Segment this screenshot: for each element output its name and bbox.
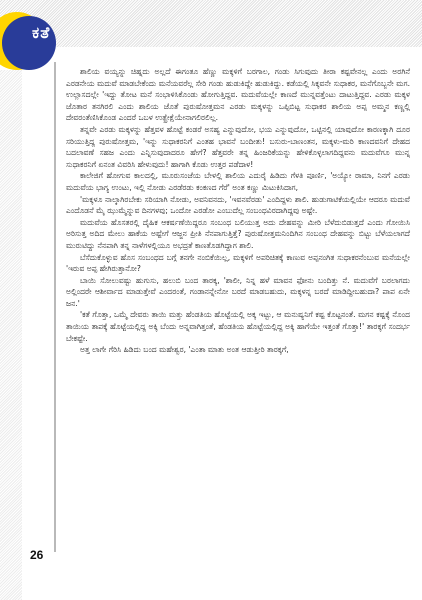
margin-rule (54, 62, 56, 552)
page-number: 26 (30, 548, 44, 562)
article-body (66, 66, 410, 356)
paragraph: ತನ್ನವೇ ಎರಡು ಮಕ್ಕಳನ್ನು ಹೆತ್ತವಳ ಹೊಟ್ಟೆ ಕಂಡರೆ ಅಸಹ್ಯ ಎನ್ನುವುದೋ, ಭಯ ಎನ್ನುವುದೋ, ಒಟ್ಟಿನಲ್ಲಿ ಯಾವುದೋ ಕಾರಣಕ್ಕಾಗಿ ದೂರ ಸರಿಯುತ್ತಿದ್ದ ಪುರುಷೋತ್ತಮ, 'ಇನ್ನು ಸುಧಾಕರನಿಗೆ ಎಂತಹ ಭಾವನೆ ಬಂದೀತು! ಬಸುರು-ಬಾಣಂತನ, ಮಕ್ಕಳು-ಮರಿ ಕಾಣದವನಿಗೆ ದೇಹದ ಬದಲಾವಣೆ ಸಹಜ ಎಂದು ಎನ್ನಿಸುವುದಾದರೂ ಹೇಗೆ? ಹೆತ್ತವರೇ ತನ್ನ ಹಿಂಜರಿಕೆಯನ್ನು ಹೇಳಿಕೊಳ್ಳಲಾಗದಿದ್ದವನು ಮದುವೆಗೂ ಮುನ್ನ ಸುಧಾಕರನಿಗೆ ಏನಂತ ವಿವರಿಸಿ ಹೇಳುವುದು! ಹಾಗಾಗಿ ಕೊಡು ಉತ್ತರ ಪಡೆದಾಳ! (66, 124, 410, 169)
section-label: ಕತೆ (32, 23, 51, 42)
paragraph: ಕಾಲೇಜಿಗೆ ಹೋಗುವ ಕಾಲದಲ್ಲಿ, ಮೂರುಸಂಜೆಯ ಬೇಳಲ್ಲಿ ಶಾಲಿಯ ಎದುರೈ ಹಿಡಿದು ಗೆಳತಿ ಪೂರ್ಣಿ, 'ಅಯ್ಯೋ ರಾಮಾ, ನಿನಗೆ ಎರಡು ಮದುವೆಯ ಭಾಗ್ಯ ಉಂಟು, ಇಲ್ಲಿ ನೋಡು ಎರಡೆರಡು ಕಂಕಣದ ಗೆರೆ' ಅಂತ ಕಣ್ಣು ಮಿಟುಕಿಸಿದಾಗ, (66, 171, 410, 192)
paragraph: 'ಕತೆ ಗೊತ್ತಾ, ಒಮ್ಮೆ ದೇವರು ತಾಯಿ ಮತ್ತು ಹೆಂಡತಿಯ ಹೊಟ್ಟೆಯಲ್ಲಿ ಅಕ್ಕ ಇಟ್ಟು, ಆ ಮನುಷ್ಯನಿಗೆ ಕಷ್ಟ ಕೊಟ್ಟನಂತೆ. ಮಗನ ಕಷ್ಟಕ್ಕೆ ನೊಂದ ತಾಯಿಯ ತಾಪಕ್ಕೆ ಹೊಟ್ಟೆಯಲ್ಲಿದ್ದ ಅಕ್ಕಿ ಬೆಂದು ಅನ್ನವಾಗಿತ್ತಂತೆ, ಹೆಂಡತಿಯ ಹೊಟ್ಟೆಯಲ್ಲಿದ್ದ ಅಕ್ಕಿ ಹಾಗೆಯೇ ಇತ್ತಂತೆ ಗೊತ್ತಾ!' ತಾರಕ್ಕಗೆ ಸಂದರ್ಭ ಬೇಕಷ್ಟೇ. (66, 310, 410, 343)
paragraph: ಮದುವೆಯ ಹೊಸತರಲ್ಲಿ ದೈಹಿಕ ಆಕರ್ಷಣೆಯಿದ್ದರೂ ಸಂಬಂಧ ಬಲಿಯುತ್ತ ಅದು ದೇಹವನ್ನು ಮೀರಿ ಬೆಳೆದುಬಿಡುತ್ತದೆ ಎಂದು ಗೋಯಿಸಿ ಅರಿಸುತ್ತ ಅದಿದ ಮೇಲು ಹಾಕೆಯ ಅಷ್ಟೇಗೆ ಆಜ್ಜನ ಪ್ರೀತಿ ನೆನಪಾಗುತ್ತಿತ್ತೆ? ಪುರುಷೋತ್ತಮನಿಂದಿಗಿನ ಸಂಬಂಧ ದೇಹವನ್ನು ಬಿಟ್ಟು ಬೆಳೆಯಲಾಗದೆ ಮುರುಟಿದ್ದು ನೆನಪಾಗಿ ತನ್ನ ನಾಳೆಗಳಲ್ಲಿಯೂ ಅಭದ್ರತೆ ಕಾಣತೊಡಗಿದ್ದಾಗ ಶಾಲಿ. (66, 217, 410, 250)
header-band (0, 0, 422, 47)
paragraph: ಬಾಯಿ ಸೋಲುವಷ್ಟು ಹುಗುಸು, ಹಲುಬಿ ಬಂದ ತಾರಕ್ಕ, 'ಶಾಲೀ, ನಿನ್ನ ಹಳೆ ಮಾವನ ಫೋನು ಬಂದಿತ್ತು ನೆ. ಮದುವೆಗೆ ಬರಲಾಗದು ಅಲ್ಲಿಂದರೇ ಆಶೀರ್ವಾದ ಮಾಡುತ್ತೇವೆ ಎಂದರಂತೆ, ಗಂಡಾನನ್ನೇನೋ ಬರದೆ ಮಾಡಬಹುದು, ಮಕ್ಕಳನ್ನ ಬರದೆ ಮಾಡಿದ್ದೀಬಹುದಾ? ಪಾಪ ಏನೇ ಜನ.' (66, 275, 410, 308)
paragraph: ಬೆಸೆದುಕೊಳ್ಳುವ ಹೊಸ ಸಂಬಂಧದ ಬಗ್ಗೆ ತನಗೇ ನಂಬಿಕೆಯಿಲ್ಲ, ಮಕ್ಕಳಿಗೆ ಅಪರಿಚಿತಕ್ಕೆ ಕಾಣುವ ಅಪ್ಪನಂಗಿತ ಸುಧಾಕರನೆಂಬುವ ಮನೆಯಲ್ಲೇ 'ಇರುವ ಅಪ್ಪ ಹೇಗಿರುತ್ತಾನೋ? (66, 252, 410, 274)
left-margin-band (0, 70, 22, 600)
paragraph: 'ಮಕ್ಕಳೂ ನಾಲ್ಕಾಗಿರಬೇಕು ಸರಿಯಾಗಿ ನೋಡು, ಅವನಿವನದು, 'ಇವನವೆರಡು' ಎಂದಿದ್ದಳು ಶಾಲಿ. ಹುಡುಗಾಟಿಕೆಯಲ್ಲಿಯೇ ಆದರೂ ಮದುವೆ ಎಂದೊಡನೆ ಮೈ ಝುಮ್ಮೆನ್ನುವ ದಿನಗಳವು; ಒಂದೋ ಎರಡೋ ಎಂಬುದೆಲ್ಲ ಸಂಬಂಧವಿರದಾಗಿದ್ದವು ಅಷ್ಟೇ. (66, 194, 410, 216)
paragraph: ಶಾಲಿಯ ವಯ್ಯನ್ನು ಚಿಹ್ನದು ಅಲ್ಲದೆ ಈಗಂತೂ ಹೆಣ್ಣು ಮಕ್ಕಳಿಗೆ ಬರಗಾಲ, ಗಂಡು ಸಿಗುವುದು ತೀರಾ ಕಷ್ಟವೇನಲ್ಲ ಎಂದು ಅರಗಿನೆ ಎರಡನೇಯ ಮದುವೆ ಮಾಡಬೇಕೆಂದು ಮನೆಯವರೆಲ್ಲ ಸೇರಿ ಗಂಡು ಹುಡುಕಿದ್ದೇ ಹುಡುಕಿದ್ದು. ಕಡೆಯಲ್ಲಿ ಸಿಕ್ಕವನೇ ಸುಧಾಕರ, ಮನೆಗೊಬ್ಬನೇ ಮಗ. ಉಲ್ಲಾಸದಲ್ಲೇ 'ಇದ್ದು ತೋಟ ಮನೆ ಸಂಭಾಳಿಸಿಕೊಂಡು ಹೋಗುತ್ತಿದ್ದವ. ಮದುವೆಯಲ್ಲೇ ಕಾಣದೆ ಮುನ್ನವತ್ತೆಂಟು ದಾಟುತ್ತಿದ್ದವ. ಎರಡು ಮಕ್ಕಳ ಜೊತಾರ ತನಗಿರಲಿ ಎಂದು ಶಾಲಿಯ ಜೊತೆ ಪುರುಷೋತ್ತಮನ ಎರಡು ಮಕ್ಕಳನ್ನು ಒಪ್ಪಿಬಿಟ್ಟ ಸುಧಾಕರ ಶಾಲಿಯ ಅಪ್ಪ ಅಮ್ಮನ ಕಣ್ಣಲ್ಲಿ ದೇವರಂತೆಣಿಸಿಕೊಂಡ ಎಂದರೆ ಒಬಳ ಉತ್ಪ್ರೇಕ್ಷೆಯೇನಾಗಲಿರಲಿಲ್ಲ. (66, 67, 410, 123)
paragraph: ಅತ್ತ ಲಾಗೇ ಗೆರಿಸಿ ಹಿಡಿದು ಬಂದ ಮಹೇಶ್ವರ, 'ಎಂತಾ ಮಾತು ಅಂತ ಆಡುತ್ತೀರಿ ತಾರಕ್ಕಗೆ, (80, 345, 289, 355)
